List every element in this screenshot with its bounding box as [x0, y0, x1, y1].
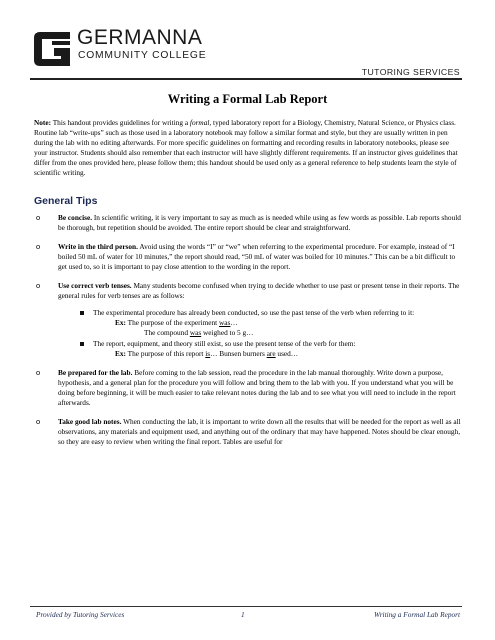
page-title: Writing a Formal Lab Report — [167, 92, 328, 106]
example-text: … — [230, 318, 238, 327]
example-verb: is — [205, 349, 211, 358]
note-text-before: This handout provides guidelines for writing a — [51, 118, 190, 127]
college-name: GERMANNA — [77, 26, 203, 49]
tip-text: Many students become confused when trying to decide whether to use past or present tense in their reports. The general rules for verb tenses are as follows: — [58, 281, 460, 300]
footer-divider — [30, 606, 462, 607]
tip-item — [34, 281, 462, 359]
tip-text: In scientific writing, it is very important to say as much as is needed while using as few words as possible. Lab reports should be thorough, but repetition should be avoided. The entire report should be clear and straightforward. — [58, 213, 461, 232]
bullet-circle-icon: o — [36, 368, 41, 377]
note-emphasis: formal, — [189, 118, 212, 127]
example-line — [93, 328, 462, 338]
tip-item — [34, 417, 462, 447]
verb-rule-past — [80, 308, 462, 338]
example-label: Ex: — [115, 349, 126, 358]
college-subtitle: COMMUNITY COLLEGE — [78, 50, 207, 61]
tip-text: Before coming to the lab session, read the procedure in the lab manual thoroughly. Write down a purpose, hypothesis, and a general plan for the procedure you will follow and bring them to the lab with you. If you understand what you will be doing before beginning, it will be much easier to take relevant notes during the lab and to see what you will need to include in the report afterwards. — [58, 368, 456, 407]
rule-text: The report, equipment, and theory still exist, so use the present tense of the verb for them: — [93, 339, 356, 348]
footer-doc-title: Writing a Formal Lab Report — [374, 610, 460, 619]
example-text: … Bunsen burners — [210, 349, 267, 358]
example-label: Ex: — [115, 318, 126, 327]
example-line — [93, 318, 462, 328]
tip-title: Use correct verb tenses. — [58, 281, 132, 290]
example-text: The purpose of the experiment — [125, 318, 220, 327]
tip-title: Be concise. — [58, 213, 93, 222]
bullet-circle-icon: o — [36, 417, 41, 426]
verb-rules-list — [58, 308, 462, 359]
page-number: 1 — [241, 610, 245, 619]
note-label: Note: — [34, 118, 52, 127]
header-divider — [30, 78, 462, 80]
example-text: weighed to 5 g… — [201, 328, 254, 337]
example-verb: was — [219, 318, 231, 327]
bullet-circle-icon: o — [36, 281, 41, 290]
footer-provider: Provided by Tutoring Services — [36, 610, 125, 619]
example-text: The compound — [144, 328, 190, 337]
bullet-circle-icon: o — [36, 242, 41, 251]
example-line — [93, 349, 462, 359]
section-heading: General Tips — [34, 195, 98, 207]
example-verb: are — [266, 349, 276, 358]
example-text: The purpose of this report — [125, 349, 206, 358]
square-bullet-icon — [80, 311, 84, 315]
example-verb: was — [189, 328, 202, 337]
tip-text: When conducting the lab, it is important to write down all the results that will be needed for the report as well as all observations, any materials and equipment used, and anything out of the ordinary that may have happened. Notes should be clear enough, so they are easy to review when writing the final report. Tables are useful for — [58, 417, 461, 446]
tip-title: Write in the third person. — [58, 242, 138, 251]
tip-item — [34, 368, 462, 408]
germanna-logo-icon — [30, 26, 74, 70]
example-text: used… — [275, 349, 299, 358]
main-content — [34, 118, 462, 456]
square-bullet-icon — [80, 342, 84, 346]
rule-text: The experimental procedure has already been conducted, so use the past tense of the verb when referring to it: — [93, 308, 415, 317]
intro-note — [34, 118, 462, 178]
verb-rule-present — [80, 339, 462, 359]
department-label: TUTORING SERVICES — [361, 67, 460, 77]
tip-item — [34, 213, 462, 233]
tip-item — [34, 242, 462, 272]
tip-title: Be prepared for the lab. — [58, 368, 133, 377]
note-text-after: typed laboratory report for a Biology, Chemistry, Natural Science, or Physics class. Routine lab “write-ups” such as those used in a laboratory notebook may follow a similar format and style, but they are usually written in pen during the lab with no editing afterwards. For more specific guidelines on formatting and recording results in laboratory notebooks, please see your instructor. Students should also remember that each instructor will have slightly different requirements. If an instructor gives guidelines that differ from the ones provided here, please follow them; this handout should be used only as a general reference to help students learn the style of scientific writing. — [34, 118, 458, 177]
tip-text: Avoid using the words “I” or “we” when referring to the experimental procedure. For example, instead of “I boiled 50 mL of water for 10 minutes,” the report should read, “50 mL of water was boiled for 10 minutes.” This can be a bit difficult to get used to, so it is important to pay close attention to the wording in the report. — [58, 242, 456, 271]
bullet-circle-icon: o — [36, 213, 41, 222]
tip-title: Take good lab notes. — [58, 417, 122, 426]
tips-list — [34, 213, 462, 447]
